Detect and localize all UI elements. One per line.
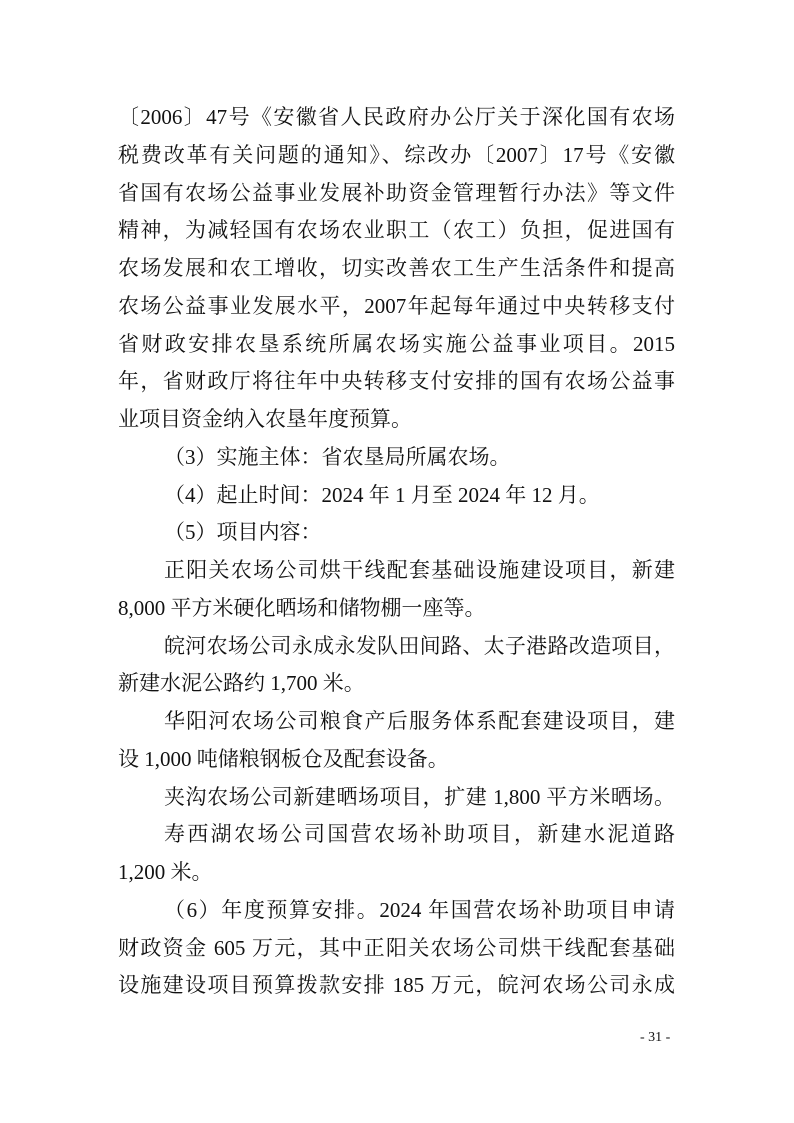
paragraph	[118, 628, 675, 704]
paragraph	[118, 552, 675, 628]
text-line: 农场公益事业发展水平，2007年起每年通过中央转移支付	[118, 293, 675, 318]
paragraph	[118, 892, 675, 1005]
text-line: （4）起止时间：2024 年 1 月至 2024 年 12 月。	[164, 482, 600, 507]
text-line: 新建水泥公路约 1,700 米。	[118, 671, 365, 696]
page-number: - 31 -	[640, 1030, 671, 1045]
text-line: 省财政安排农垦系统所属农场实施公益事业项目。2015	[118, 331, 675, 356]
text-line: 设 1,000 吨储粮钢板仓及配套设备。	[118, 746, 449, 771]
paragraph	[118, 439, 675, 477]
text-line: 税费改革有关问题的通知》、综改办〔2007〕17号《安徽	[118, 142, 675, 167]
paragraph	[118, 779, 675, 817]
text-line: （6）年度预算安排。2024 年国营农场补助项目申请	[164, 897, 675, 922]
text-line: （5）项目内容：	[164, 520, 322, 545]
text-line: 8,000 平方米硬化晒场和储物棚一座等。	[118, 595, 486, 620]
text-line: 〔2006〕47号《安徽省人民政府办公厅关于深化国有农场	[118, 105, 675, 129]
text-line: 寿西湖农场公司国营农场补助项目，新建水泥道路	[164, 822, 675, 847]
text-line: 皖河农场公司永成永发队田间路、太子港路改造项目，	[164, 633, 675, 658]
paragraph	[118, 816, 675, 892]
paragraph	[118, 703, 675, 779]
text-line: 年，省财政厅将往年中央转移支付安排的国有农场公益事	[118, 369, 675, 394]
text-line: 1,200 米。	[118, 860, 213, 884]
text-line: （3）实施主体：省农垦局所属农场。	[164, 444, 511, 469]
text-line: 业项目资金纳入农垦年度预算。	[118, 407, 412, 431]
text-line: 省国有农场公益事业发展补助资金管理暂行办法》等文件	[118, 180, 675, 205]
paragraph	[118, 514, 675, 552]
paragraph	[118, 99, 675, 439]
text-line: 精神，为减轻国有农场农业职工（农工）负担，促进国有	[118, 218, 675, 243]
text-line: 设施建设项目预算拨款安排 185 万元，皖河农场公司永成	[118, 973, 675, 998]
text-line: 财政资金 605 万元，其中正阳关农场公司烘干线配套基础	[118, 935, 675, 960]
document-body	[118, 99, 675, 1005]
text-line: 正阳关农场公司烘干线配套基础设施建设项目，新建	[164, 558, 675, 582]
text-line: 农场发展和农工增收，切实改善农工生产生活条件和提高	[118, 256, 675, 280]
paragraph	[118, 477, 675, 515]
text-line: 华阳河农场公司粮食产后服务体系配套建设项目，建	[164, 709, 675, 733]
text-line: 夹沟农场公司新建晒场项目，扩建 1,800 平方米晒场。	[164, 784, 675, 809]
